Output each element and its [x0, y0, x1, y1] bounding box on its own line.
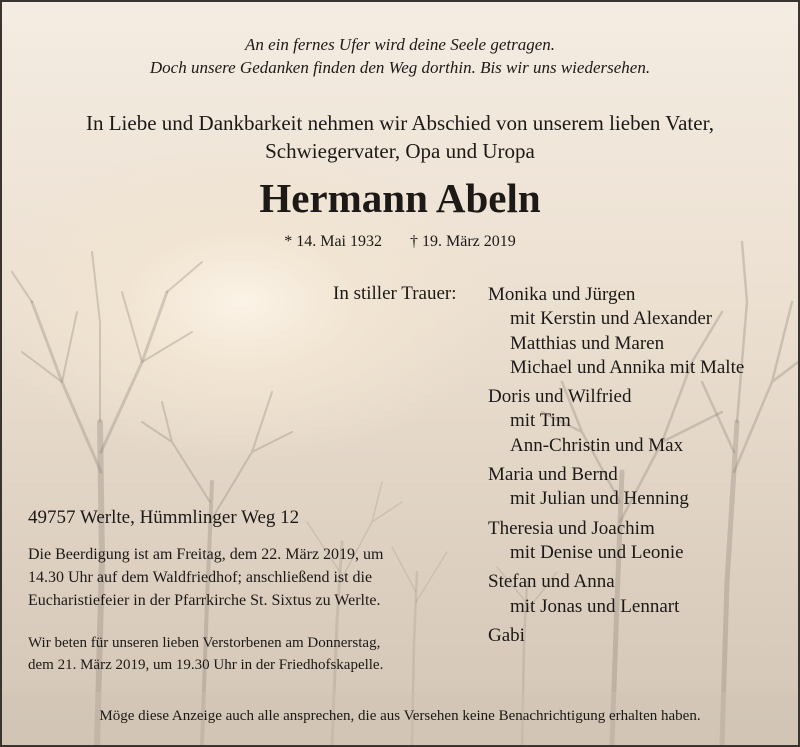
mourner-member: mit Kerstin und Alexander	[510, 308, 713, 330]
mourners-label: In stiller Trauer:	[333, 283, 457, 304]
mourner-member: mit Jonas und Lennart	[510, 595, 680, 617]
mourner-group	[488, 624, 744, 648]
prayer-line-2: dem 21. März 2019, um 19.30 Uhr in der Friedhofskapelle.	[28, 657, 384, 673]
mourner-member: mit Tim	[510, 410, 571, 432]
intro-line-1: In Liebe und Dankbarkeit nehmen wir Abschied von unserem lieben Vater,	[85, 111, 714, 135]
mourner-group-head: Theresia und Joachim	[488, 517, 655, 539]
deceased-name: Hermann Abeln	[259, 175, 541, 221]
life-dates	[2, 233, 798, 251]
poem-line-2: Doch unsere Gedanken finden den Weg dorthin. Bis wir uns wiedersehen.	[149, 58, 651, 77]
mourner-member: Ann-Christin und Max	[510, 434, 684, 456]
footer-note: Möge diese Anzeige auch alle ansprechen, die aus Versehen keine Benachrichtigung erhalten haben.	[99, 708, 701, 724]
birth-date: * 14. Mai 1932	[284, 233, 382, 250]
mourner-group	[488, 517, 744, 566]
mourner-member: Michael und Annika mit Malte	[510, 356, 745, 378]
mourner-group	[488, 283, 744, 380]
mourner-member: mit Julian und Henning	[510, 488, 689, 510]
mourner-group-head: Gabi	[488, 624, 525, 646]
death-date: † 19. März 2019	[410, 233, 516, 250]
funeral-line-3: Eucharistiefeier in der Pfarrkirche St. Sixtus zu Werlte.	[28, 592, 381, 609]
mourner-member: Matthias und Maren	[510, 332, 665, 354]
funeral-line-1: Die Beerdigung ist am Freitag, dem 22. März 2019, um	[28, 546, 384, 563]
mourner-group	[488, 570, 744, 619]
mourner-group-head: Maria und Bernd	[488, 464, 618, 486]
mourners-list	[488, 283, 744, 653]
poem-line-1: An ein fernes Ufer wird deine Seele getragen.	[244, 35, 555, 54]
address: 49757 Werlte, Hümmlinger Weg 12	[28, 507, 300, 528]
prayer-line-1: Wir beten für unseren lieben Verstorbenen am Donnerstag,	[28, 635, 381, 651]
mourner-group-head: Stefan und Anna	[488, 571, 615, 593]
mourner-group-head: Doris und Wilfried	[488, 386, 632, 408]
mourner-group	[488, 385, 744, 458]
intro-line-2: Schwiegervater, Opa und Uropa	[265, 139, 535, 163]
mourner-group-head: Monika und Jürgen	[488, 284, 636, 305]
funeral-line-2: 14.30 Uhr auf dem Waldfriedhof; anschließend ist die	[28, 569, 373, 586]
mourner-group	[488, 463, 744, 512]
mourner-member: mit Denise und Leonie	[510, 541, 684, 563]
